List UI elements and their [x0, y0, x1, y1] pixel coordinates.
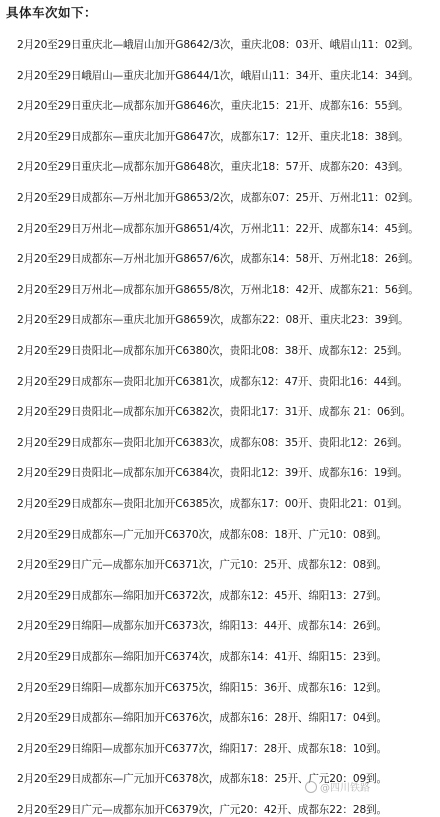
schedule-line: 2月20至29日峨眉山—重庆北加开G8644/1次，峨眉山11：34开、重庆北14：34到。 [17, 69, 419, 82]
schedule-line: 2月20至29日成都东—绵阳加开C6374次，成都东14：41开、绵阳15：23到。 [17, 651, 387, 663]
schedule-line: 2月20至29日重庆北—成都东加开G8648次，重庆北18：57开、成都东20：43到。 [17, 161, 409, 174]
schedule-line: 2月20至29日绵阳—成都东加开C6375次，绵阳15：36开、成都东16：12到。 [17, 681, 387, 694]
schedule-line: 2月20至29日成都东—贵阳北加开C6381次，成都东12：47开、贵阳北16：44到。 [17, 375, 408, 388]
schedule-line: 2月20至29日贵阳北—成都东加开C6382次，贵阳北17：31开、成都东 21：06到。 [17, 406, 412, 419]
schedule-line: 2月20至29日万州北—成都东加开G8651/4次，万州北11：22开、成都东14：45到。 [17, 222, 419, 235]
schedule-line: 2月20至29日万州北—成都东加开G8655/8次，万州北18：42开、成都东21：56到。 [17, 283, 419, 296]
schedule-line: 2月20至29日成都东—万州北加开G8653/2次，成都东07：25开、万州北11：02到。 [17, 192, 419, 204]
schedule-line: 2月20至29日成都东—广元加开C6378次，成都东18：25开、广元20：09到。 [17, 773, 387, 786]
schedule-line: 2月20至29日绵阳—成都东加开C6377次，绵阳17：28开、成都东18：10到。 [17, 742, 387, 755]
watermark-text: @四川铁路 [320, 783, 370, 794]
page-heading: 具体车次如下： [6, 5, 98, 20]
weibo-logo-icon [305, 781, 317, 793]
schedule-line: 2月20至29日绵阳—成都东加开C6373次，绵阳13：44开、成都东14：26到。 [17, 620, 387, 633]
schedule-line: 2月20至29日贵阳北—成都东加开C6384次，贵阳北12：39开、成都东16：19到。 [17, 467, 408, 480]
schedule-line: 2月20至29日成都东—重庆北加开G8647次，成都东17：12开、重庆北18：38到。 [17, 130, 409, 143]
schedule-line: 2月20至29日成都东—贵阳北加开C6383次，成都东08：35开、贵阳北12：26到。 [17, 436, 408, 449]
schedule-line: 2月20至29日成都东—绵阳加开C6376次，成都东16：28开、绵阳17：04到。 [17, 712, 387, 725]
schedule-line: 2月20至29日成都东—万州北加开G8657/6次，成都东14：58开、万州北18：26到。 [17, 253, 419, 266]
watermark [305, 779, 370, 794]
schedule-line: 2月20至29日成都东—贵阳北加开C6385次，成都东17：00开、贵阳北21：01到。 [17, 498, 408, 510]
schedule-line: 2月20至29日重庆北—峨眉山加开G8642/3次，重庆北08：03开、峨眉山11：02到。 [17, 39, 419, 51]
schedule-line: 2月20至29日成都东—绵阳加开C6372次，成都东12：45开、绵阳13：27到。 [17, 589, 387, 602]
schedule-line: 2月20至29日广元—成都东加开C6379次，广元20：42开、成都东22：28到。 [17, 804, 387, 816]
schedule-line: 2月20至29日重庆北—成都东加开G8646次，重庆北15：21开、成都东16：55到。 [17, 100, 409, 113]
schedule-line: 2月20至29日贵阳北—成都东加开C6380次，贵阳北08：38开、成都东12：25到。 [17, 345, 408, 357]
schedule-line: 2月20至29日成都东—广元加开C6370次，成都东08：18开、广元10：08到。 [17, 528, 387, 541]
schedule-line: 2月20至29日成都东—重庆北加开G8659次，成都东22：08开、重庆北23：39到。 [17, 314, 409, 327]
schedule-line: 2月20至29日广元—成都东加开C6371次，广元10：25开、成都东12：08到。 [17, 559, 387, 572]
